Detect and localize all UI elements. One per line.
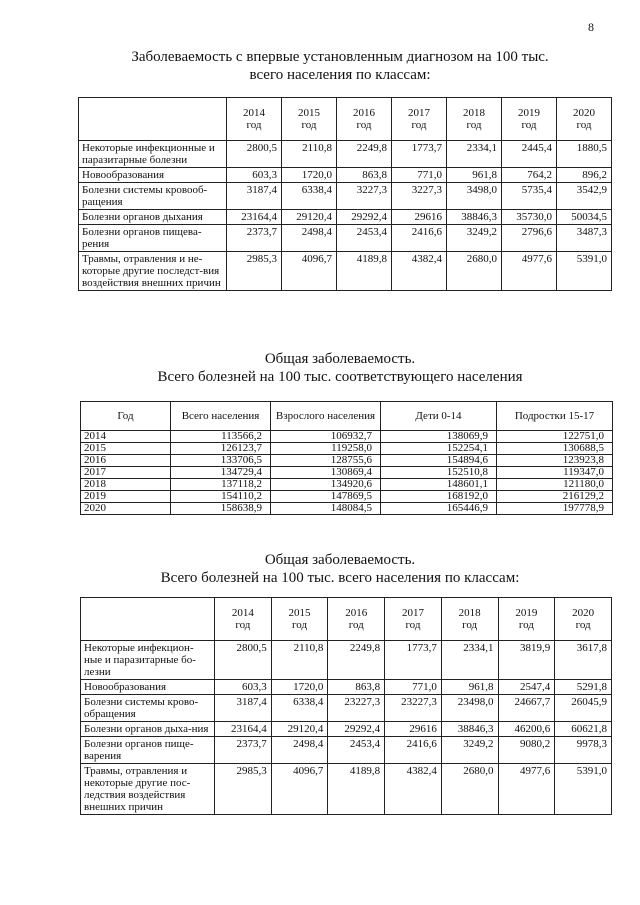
header-year-suffix: год bbox=[348, 619, 364, 631]
row-label: Болезни органов дыха-ния bbox=[81, 722, 215, 737]
cell-value: 2373,7 bbox=[227, 225, 282, 252]
cell-value: 134729,4 bbox=[171, 467, 271, 479]
cell-value: 6338,4 bbox=[282, 183, 337, 210]
row-year: 2020 bbox=[81, 503, 171, 515]
header-year-suffix: год bbox=[462, 619, 478, 631]
cell-value: 2985,3 bbox=[227, 252, 282, 291]
cell-value: 123923,8 bbox=[497, 455, 613, 467]
row-year: 2017 bbox=[81, 467, 171, 479]
cell-value: 128755,6 bbox=[271, 455, 381, 467]
header-year-value: 2014 bbox=[231, 607, 254, 619]
header-cell: Подростки 15-17 bbox=[497, 402, 613, 431]
table-header-row bbox=[81, 402, 613, 431]
morbidity-by-class-table bbox=[80, 597, 612, 815]
cell-value: 2334,1 bbox=[441, 641, 498, 680]
cell-value: 3187,4 bbox=[215, 695, 272, 722]
cell-value: 23227,3 bbox=[328, 695, 385, 722]
cell-value: 5391,0 bbox=[555, 764, 612, 815]
header-year bbox=[555, 598, 612, 641]
header-year-suffix: год bbox=[411, 119, 427, 131]
cell-value: 29292,4 bbox=[328, 722, 385, 737]
section2-title-line2: Всего болезней на 100 тыс. соответствующего населения bbox=[157, 369, 523, 385]
table-row bbox=[81, 443, 613, 455]
table-row bbox=[79, 168, 612, 183]
cell-value: 2110,8 bbox=[282, 141, 337, 168]
cell-value: 29120,4 bbox=[282, 210, 337, 225]
cell-value: 23164,4 bbox=[227, 210, 282, 225]
cell-value: 9080,2 bbox=[498, 737, 555, 764]
cell-value: 4382,4 bbox=[392, 252, 447, 291]
cell-value: 896,2 bbox=[557, 168, 612, 183]
cell-value: 60621,8 bbox=[555, 722, 612, 737]
header-year-value: 2019 bbox=[515, 607, 538, 619]
cell-value: 165446,9 bbox=[381, 503, 497, 515]
cell-value: 1773,7 bbox=[392, 141, 447, 168]
cell-value: 154894,6 bbox=[381, 455, 497, 467]
header-year-suffix: год bbox=[235, 619, 251, 631]
header-year-value: 2016 bbox=[345, 607, 368, 619]
cell-value: 603,3 bbox=[215, 680, 272, 695]
header-year-suffix: год bbox=[518, 619, 534, 631]
cell-value: 771,0 bbox=[385, 680, 442, 695]
header-year bbox=[498, 598, 555, 641]
cell-value: 113566,2 bbox=[171, 431, 271, 443]
header-year-value: 2018 bbox=[458, 607, 481, 619]
row-year: 2016 bbox=[81, 455, 171, 467]
table-row bbox=[81, 491, 613, 503]
cell-value: 9978,3 bbox=[555, 737, 612, 764]
cell-value: 29120,4 bbox=[271, 722, 328, 737]
cell-value: 2249,8 bbox=[328, 641, 385, 680]
header-year-value: 2020 bbox=[572, 607, 595, 619]
cell-value: 137118,2 bbox=[171, 479, 271, 491]
cell-value: 3249,2 bbox=[441, 737, 498, 764]
cell-value: 1720,0 bbox=[271, 680, 328, 695]
cell-value: 4977,6 bbox=[502, 252, 557, 291]
cell-value: 2498,4 bbox=[271, 737, 328, 764]
header-year-suffix: год bbox=[576, 119, 592, 131]
cell-value: 961,8 bbox=[447, 168, 502, 183]
row-label: Болезни органов пищева-рения bbox=[79, 225, 227, 252]
cell-value: 106932,7 bbox=[271, 431, 381, 443]
row-year: 2015 bbox=[81, 443, 171, 455]
header-year-suffix: год bbox=[521, 119, 537, 131]
cell-value: 764,2 bbox=[502, 168, 557, 183]
section2-title bbox=[80, 350, 600, 386]
cell-value: 3227,3 bbox=[392, 183, 447, 210]
section3-title-line2: Всего болезней на 100 тыс. всего населения по классам: bbox=[160, 570, 520, 586]
table-row bbox=[81, 641, 612, 680]
table-header-row bbox=[81, 598, 612, 641]
header-year-suffix: год bbox=[405, 619, 421, 631]
header-year-value: 2017 bbox=[408, 107, 430, 119]
section3-title-line1: Общая заболеваемость. bbox=[264, 552, 416, 568]
cell-value: 2249,8 bbox=[337, 141, 392, 168]
table-row bbox=[81, 455, 613, 467]
header-year bbox=[337, 98, 392, 141]
header-year-suffix: год bbox=[301, 119, 317, 131]
cell-value: 122751,0 bbox=[497, 431, 613, 443]
row-label: Некоторые инфекцион-ные и паразитарные бо-лезни bbox=[81, 641, 215, 680]
cell-value: 6338,4 bbox=[271, 695, 328, 722]
cell-value: 3227,3 bbox=[337, 183, 392, 210]
header-year bbox=[557, 98, 612, 141]
cell-value: 2373,7 bbox=[215, 737, 272, 764]
cell-value: 134920,6 bbox=[271, 479, 381, 491]
row-year: 2019 bbox=[81, 491, 171, 503]
cell-value: 2453,4 bbox=[337, 225, 392, 252]
page-number: 8 bbox=[588, 20, 594, 34]
section2-title-line1: Общая заболеваемость. bbox=[264, 351, 416, 367]
cell-value: 130688,5 bbox=[497, 443, 613, 455]
header-year bbox=[227, 98, 282, 141]
header-cell: Взрослого населения bbox=[271, 402, 381, 431]
row-label: Болезни органов дыхания bbox=[79, 210, 227, 225]
cell-value: 2680,0 bbox=[441, 764, 498, 815]
row-label: Травмы, отравления и некоторые другие пос-ледствия воздействия внешних причин bbox=[81, 764, 215, 815]
table-row bbox=[81, 764, 612, 815]
header-year bbox=[215, 598, 272, 641]
cell-value: 5735,4 bbox=[502, 183, 557, 210]
row-year: 2018 bbox=[81, 479, 171, 491]
cell-value: 126123,7 bbox=[171, 443, 271, 455]
cell-value: 2800,5 bbox=[215, 641, 272, 680]
header-year-suffix: год bbox=[246, 119, 262, 131]
cell-value: 154110,2 bbox=[171, 491, 271, 503]
cell-value: 29616 bbox=[392, 210, 447, 225]
cell-value: 2985,3 bbox=[215, 764, 272, 815]
table-row bbox=[81, 695, 612, 722]
incidence-by-class-table bbox=[78, 97, 612, 291]
cell-value: 130869,4 bbox=[271, 467, 381, 479]
table-row bbox=[81, 467, 613, 479]
cell-value: 5391,0 bbox=[557, 252, 612, 291]
cell-value: 863,8 bbox=[328, 680, 385, 695]
cell-value: 23498,0 bbox=[441, 695, 498, 722]
cell-value: 2445,4 bbox=[502, 141, 557, 168]
table-row bbox=[79, 252, 612, 291]
header-year bbox=[385, 598, 442, 641]
table-row bbox=[81, 431, 613, 443]
cell-value: 2416,6 bbox=[392, 225, 447, 252]
cell-value: 168192,0 bbox=[381, 491, 497, 503]
cell-value: 4189,8 bbox=[337, 252, 392, 291]
row-label: Новообразования bbox=[79, 168, 227, 183]
row-label: Травмы, отравления и не-которые другие последст-вия воздействия внешних причин bbox=[79, 252, 227, 291]
header-year bbox=[502, 98, 557, 141]
header-blank bbox=[81, 598, 215, 641]
cell-value: 148084,5 bbox=[271, 503, 381, 515]
cell-value: 38846,3 bbox=[447, 210, 502, 225]
table-row bbox=[81, 722, 612, 737]
header-cell: Всего населения bbox=[171, 402, 271, 431]
header-year-suffix: год bbox=[292, 619, 308, 631]
cell-value: 38846,3 bbox=[441, 722, 498, 737]
cell-value: 2453,4 bbox=[328, 737, 385, 764]
cell-value: 863,8 bbox=[337, 168, 392, 183]
table-row bbox=[79, 210, 612, 225]
header-year-value: 2016 bbox=[353, 107, 375, 119]
header-year bbox=[271, 598, 328, 641]
cell-value: 2547,4 bbox=[498, 680, 555, 695]
cell-value: 603,3 bbox=[227, 168, 282, 183]
cell-value: 138069,9 bbox=[381, 431, 497, 443]
table-header-row bbox=[79, 98, 612, 141]
header-cell: Дети 0-14 bbox=[381, 402, 497, 431]
row-label: Болезни органов пище-варения bbox=[81, 737, 215, 764]
cell-value: 2498,4 bbox=[282, 225, 337, 252]
cell-value: 119347,0 bbox=[497, 467, 613, 479]
cell-value: 133706,5 bbox=[171, 455, 271, 467]
cell-value: 147869,5 bbox=[271, 491, 381, 503]
cell-value: 2680,0 bbox=[447, 252, 502, 291]
cell-value: 148601,1 bbox=[381, 479, 497, 491]
cell-value: 1720,0 bbox=[282, 168, 337, 183]
cell-value: 3487,3 bbox=[557, 225, 612, 252]
cell-value: 5291,8 bbox=[555, 680, 612, 695]
cell-value: 50034,5 bbox=[557, 210, 612, 225]
section3-title bbox=[80, 551, 600, 587]
cell-value: 3249,2 bbox=[447, 225, 502, 252]
header-year-suffix: год bbox=[466, 119, 482, 131]
header-year-suffix: год bbox=[575, 619, 591, 631]
table-row bbox=[81, 680, 612, 695]
header-year-value: 2014 bbox=[243, 107, 265, 119]
cell-value: 119258,0 bbox=[271, 443, 381, 455]
table-row bbox=[79, 183, 612, 210]
cell-value: 35730,0 bbox=[502, 210, 557, 225]
cell-value: 26045,9 bbox=[555, 695, 612, 722]
cell-value: 3819,9 bbox=[498, 641, 555, 680]
cell-value: 771,0 bbox=[392, 168, 447, 183]
header-cell: Год bbox=[81, 402, 171, 431]
cell-value: 23227,3 bbox=[385, 695, 442, 722]
cell-value: 3498,0 bbox=[447, 183, 502, 210]
cell-value: 158638,9 bbox=[171, 503, 271, 515]
row-label: Болезни системы крово-обращения bbox=[81, 695, 215, 722]
cell-value: 152510,8 bbox=[381, 467, 497, 479]
table-row bbox=[79, 141, 612, 168]
cell-value: 121180,0 bbox=[497, 479, 613, 491]
total-morbidity-by-age-table bbox=[80, 401, 613, 515]
header-year bbox=[447, 98, 502, 141]
cell-value: 29616 bbox=[385, 722, 442, 737]
header-year-value: 2018 bbox=[463, 107, 485, 119]
header-year-value: 2020 bbox=[573, 107, 595, 119]
cell-value: 3617,8 bbox=[555, 641, 612, 680]
section1-title-line1: Заболеваемость с впервые установленным диагнозом на 100 тыс. bbox=[131, 49, 549, 65]
row-label: Некоторые инфекционные и паразитарные болезни bbox=[79, 141, 227, 168]
row-year: 2014 bbox=[81, 431, 171, 443]
cell-value: 4382,4 bbox=[385, 764, 442, 815]
cell-value: 4977,6 bbox=[498, 764, 555, 815]
cell-value: 197778,9 bbox=[497, 503, 613, 515]
row-label: Болезни системы кровооб-ращения bbox=[79, 183, 227, 210]
cell-value: 216129,2 bbox=[497, 491, 613, 503]
cell-value: 2800,5 bbox=[227, 141, 282, 168]
table-row bbox=[81, 479, 613, 491]
cell-value: 4189,8 bbox=[328, 764, 385, 815]
cell-value: 1880,5 bbox=[557, 141, 612, 168]
header-year-value: 2015 bbox=[288, 607, 311, 619]
row-label: Новообразования bbox=[81, 680, 215, 695]
section1-title-line2: всего населения по классам: bbox=[249, 67, 431, 83]
cell-value: 23164,4 bbox=[215, 722, 272, 737]
section1-title bbox=[80, 48, 600, 84]
cell-value: 961,8 bbox=[441, 680, 498, 695]
cell-value: 29292,4 bbox=[337, 210, 392, 225]
cell-value: 2110,8 bbox=[271, 641, 328, 680]
cell-value: 2416,6 bbox=[385, 737, 442, 764]
cell-value: 3187,4 bbox=[227, 183, 282, 210]
cell-value: 4096,7 bbox=[271, 764, 328, 815]
header-year bbox=[328, 598, 385, 641]
cell-value: 24667,7 bbox=[498, 695, 555, 722]
header-year-suffix: год bbox=[356, 119, 372, 131]
header-year bbox=[441, 598, 498, 641]
header-year bbox=[392, 98, 447, 141]
cell-value: 1773,7 bbox=[385, 641, 442, 680]
header-blank bbox=[79, 98, 227, 141]
cell-value: 2796,6 bbox=[502, 225, 557, 252]
table-row bbox=[79, 225, 612, 252]
table-row bbox=[81, 503, 613, 515]
table-row bbox=[81, 737, 612, 764]
cell-value: 2334,1 bbox=[447, 141, 502, 168]
cell-value: 152254,1 bbox=[381, 443, 497, 455]
cell-value: 4096,7 bbox=[282, 252, 337, 291]
cell-value: 3542,9 bbox=[557, 183, 612, 210]
header-year bbox=[282, 98, 337, 141]
header-year-value: 2019 bbox=[518, 107, 540, 119]
cell-value: 46200,6 bbox=[498, 722, 555, 737]
header-year-value: 2017 bbox=[401, 607, 424, 619]
header-year-value: 2015 bbox=[298, 107, 320, 119]
